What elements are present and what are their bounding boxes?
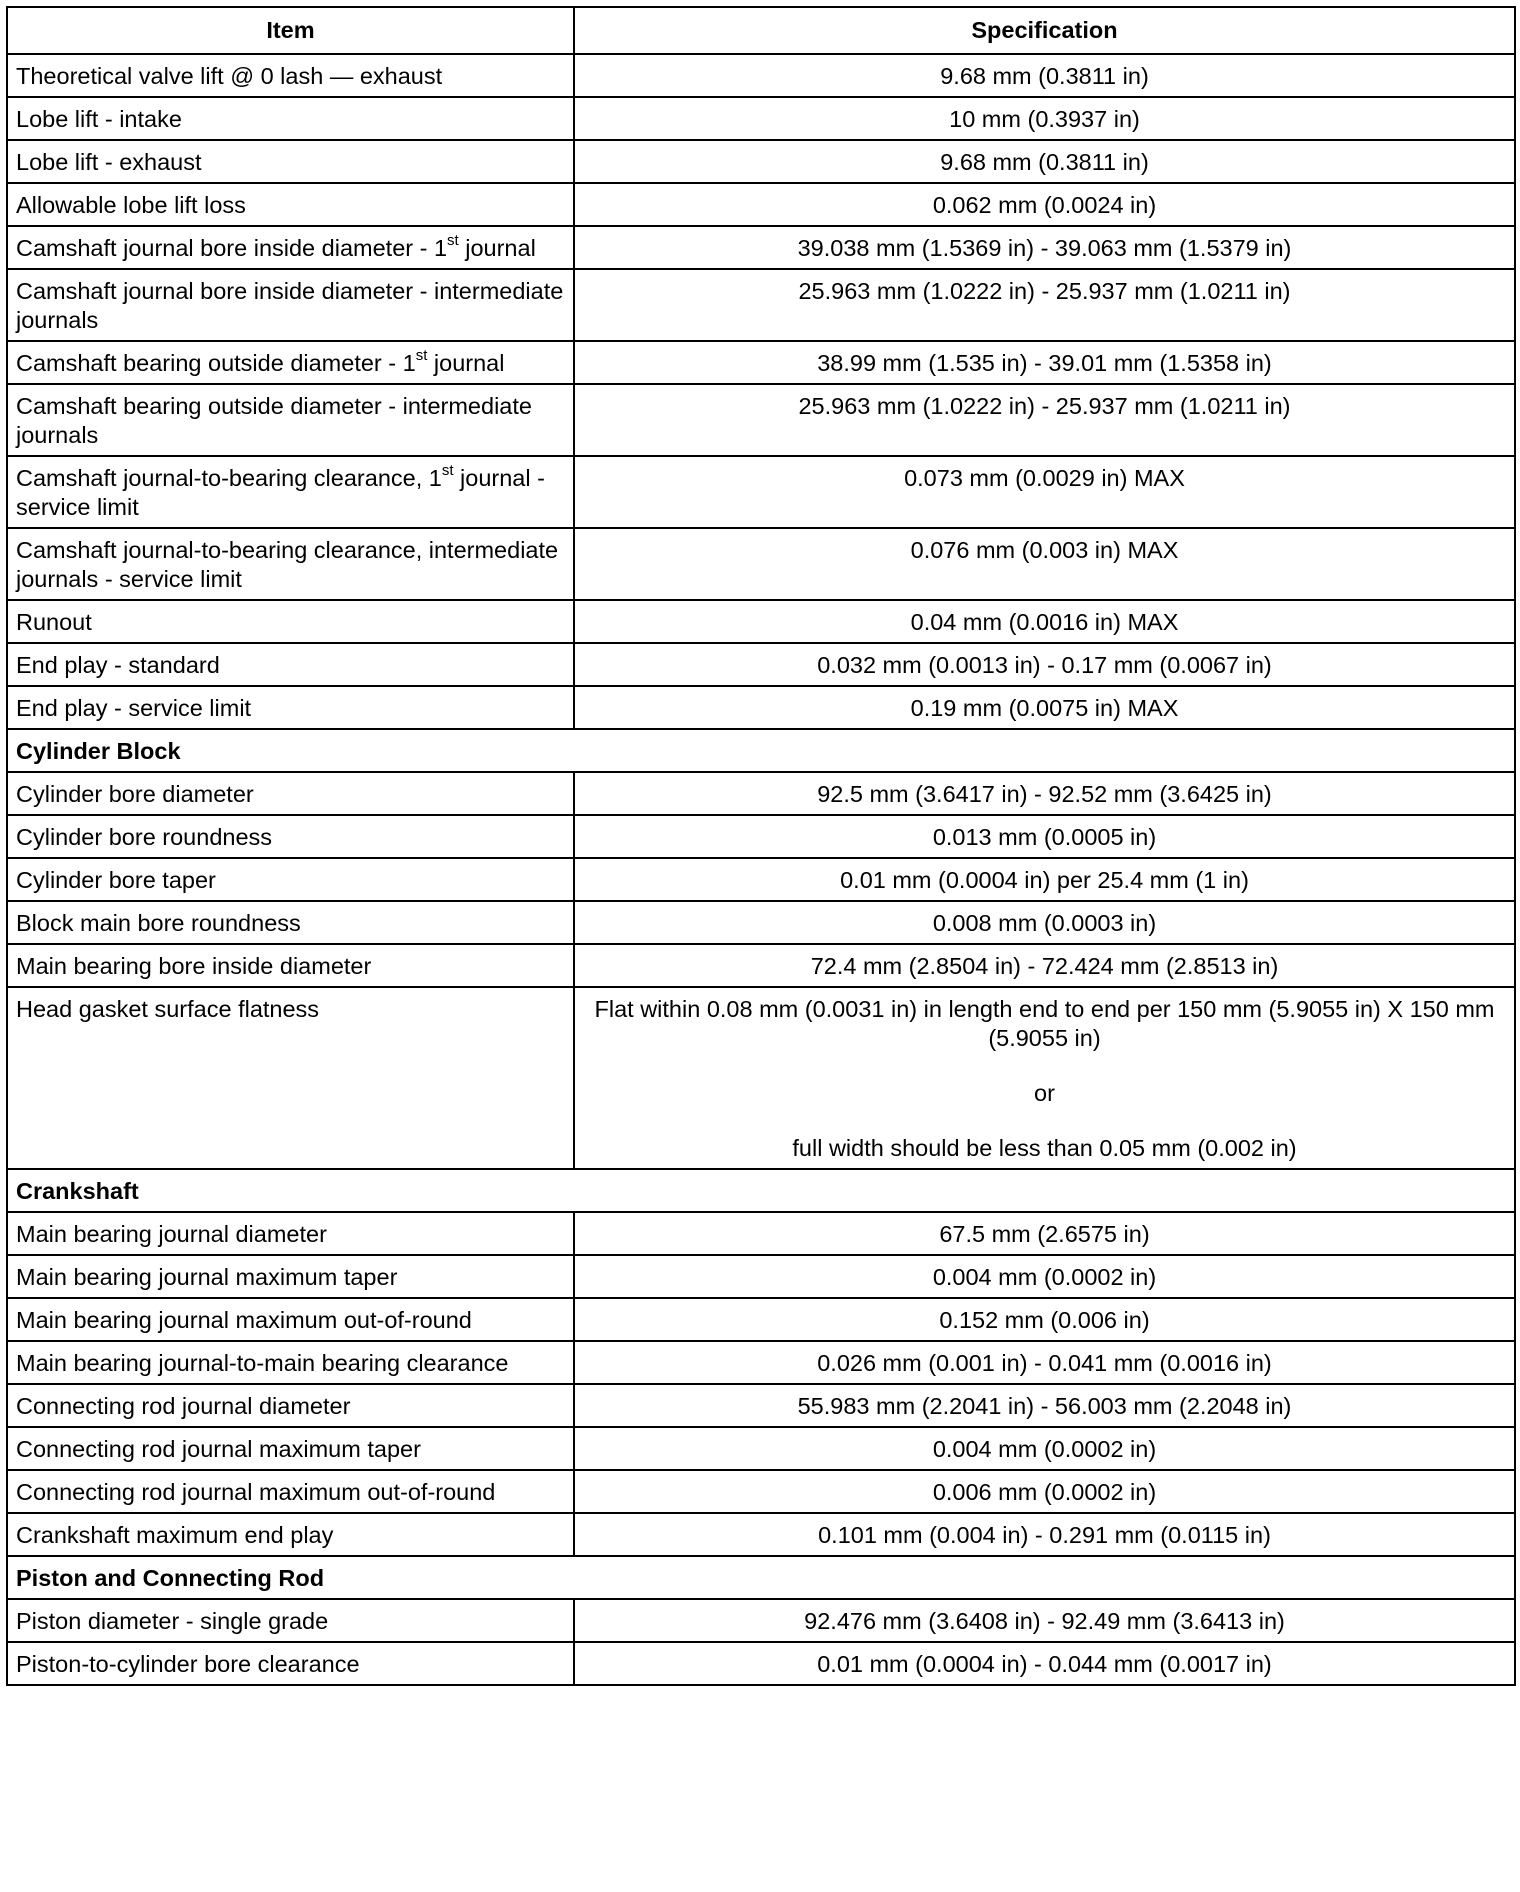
table-row — [7, 643, 1515, 686]
spec-cell: 9.68 mm (0.3811 in) — [574, 140, 1515, 183]
table-row — [7, 1384, 1515, 1427]
item-text: Camshaft bearing outside diameter - 1 — [16, 350, 416, 376]
item-cell: Head gasket surface flatness — [7, 987, 574, 1169]
table-row — [7, 97, 1515, 140]
table-row — [7, 600, 1515, 643]
item-cell: Main bearing journal-to-main bearing clearance — [7, 1341, 574, 1384]
item-cell: Allowable lobe lift loss — [7, 183, 574, 226]
spec-cell: 0.01 mm (0.0004 in) per 25.4 mm (1 in) — [574, 858, 1515, 901]
spec-cell: 0.008 mm (0.0003 in) — [574, 901, 1515, 944]
spec-cell: 92.5 mm (3.6417 in) - 92.52 mm (3.6425 in) — [574, 772, 1515, 815]
item-cell — [7, 456, 574, 528]
item-text: Camshaft journal-to-bearing clearance, 1 — [16, 465, 442, 491]
section-title: Crankshaft — [7, 1169, 1515, 1212]
spec-cell: 10 mm (0.3937 in) — [574, 97, 1515, 140]
table-row — [7, 858, 1515, 901]
spec-cell: 25.963 mm (1.0222 in) - 25.937 mm (1.0211 in) — [574, 269, 1515, 341]
table-row — [7, 1212, 1515, 1255]
spec-line: Flat within 0.08 mm (0.0031 in) in length end to end per 150 mm (5.9055 in) X 150 mm (5.9055 in) — [594, 996, 1495, 1051]
spec-gap — [583, 1108, 1506, 1134]
item-cell: Main bearing journal diameter — [7, 1212, 574, 1255]
item-cell: Cylinder bore roundness — [7, 815, 574, 858]
item-cell: Crankshaft maximum end play — [7, 1513, 574, 1556]
spec-cell — [574, 987, 1515, 1169]
item-cell: Connecting rod journal maximum out-of-round — [7, 1470, 574, 1513]
table-row — [7, 1427, 1515, 1470]
table-row — [7, 341, 1515, 384]
spec-cell: 39.038 mm (1.5369 in) - 39.063 mm (1.5379 in) — [574, 226, 1515, 269]
item-cell: Main bearing journal maximum taper — [7, 1255, 574, 1298]
item-text: Camshaft journal bore inside diameter - 1 — [16, 235, 448, 261]
item-cell — [7, 226, 574, 269]
item-text-rest: journal - service limit — [16, 465, 545, 520]
section-title: Cylinder Block — [7, 729, 1515, 772]
item-text-rest: journal — [427, 350, 505, 376]
spec-table-body — [7, 54, 1515, 1685]
table-row — [7, 269, 1515, 341]
spec-cell: 0.013 mm (0.0005 in) — [574, 815, 1515, 858]
table-row — [7, 1341, 1515, 1384]
spec-gap — [583, 1053, 1506, 1079]
item-cell: Cylinder bore diameter — [7, 772, 574, 815]
spec-cell: 0.004 mm (0.0002 in) — [574, 1427, 1515, 1470]
table-row — [7, 140, 1515, 183]
spec-cell: 55.983 mm (2.2041 in) - 56.003 mm (2.2048 in) — [574, 1384, 1515, 1427]
table-row — [7, 1255, 1515, 1298]
table-row — [7, 528, 1515, 600]
spec-line: full width should be less than 0.05 mm (0.002 in) — [792, 1135, 1297, 1161]
spec-cell: 0.152 mm (0.006 in) — [574, 1298, 1515, 1341]
section-row — [7, 729, 1515, 772]
table-row — [7, 901, 1515, 944]
section-title: Piston and Connecting Rod — [7, 1556, 1515, 1599]
item-cell: Cylinder bore taper — [7, 858, 574, 901]
table-row — [7, 1298, 1515, 1341]
section-row — [7, 1556, 1515, 1599]
spec-column-header: Specification — [574, 7, 1515, 54]
spec-line: or — [1034, 1080, 1055, 1106]
spec-cell: 67.5 mm (2.6575 in) — [574, 1212, 1515, 1255]
table-row — [7, 815, 1515, 858]
item-cell: Main bearing bore inside diameter — [7, 944, 574, 987]
ordinal-suffix: st — [415, 347, 428, 365]
table-row — [7, 54, 1515, 97]
spec-cell: 0.006 mm (0.0002 in) — [574, 1470, 1515, 1513]
item-cell: Piston diameter - single grade — [7, 1599, 574, 1642]
spec-cell: 0.062 mm (0.0024 in) — [574, 183, 1515, 226]
item-cell: Connecting rod journal diameter — [7, 1384, 574, 1427]
item-cell: Camshaft journal bore inside diameter - intermediate journals — [7, 269, 574, 341]
table-row — [7, 772, 1515, 815]
table-row — [7, 456, 1515, 528]
item-cell: End play - service limit — [7, 686, 574, 729]
item-cell: Lobe lift - exhaust — [7, 140, 574, 183]
item-cell: Camshaft journal-to-bearing clearance, intermediate journals - service limit — [7, 528, 574, 600]
spec-table — [6, 6, 1516, 1686]
spec-cell: 0.101 mm (0.004 in) - 0.291 mm (0.0115 in) — [574, 1513, 1515, 1556]
item-cell: End play - standard — [7, 643, 574, 686]
ordinal-suffix: st — [441, 462, 454, 480]
table-row — [7, 1599, 1515, 1642]
spec-cell: 72.4 mm (2.8504 in) - 72.424 mm (2.8513 in) — [574, 944, 1515, 987]
item-cell: Connecting rod journal maximum taper — [7, 1427, 574, 1470]
table-row — [7, 226, 1515, 269]
spec-cell: 0.026 mm (0.001 in) - 0.041 mm (0.0016 in) — [574, 1341, 1515, 1384]
spec-cell: 38.99 mm (1.535 in) - 39.01 mm (1.5358 in) — [574, 341, 1515, 384]
spec-cell: 92.476 mm (3.6408 in) - 92.49 mm (3.6413 in) — [574, 1599, 1515, 1642]
spec-cell: 0.04 mm (0.0016 in) MAX — [574, 600, 1515, 643]
table-row — [7, 1513, 1515, 1556]
table-row — [7, 944, 1515, 987]
table-row — [7, 183, 1515, 226]
spec-cell: 0.19 mm (0.0075 in) MAX — [574, 686, 1515, 729]
spec-cell: 0.076 mm (0.003 in) MAX — [574, 528, 1515, 600]
spec-cell: 0.01 mm (0.0004 in) - 0.044 mm (0.0017 in) — [574, 1642, 1515, 1685]
item-cell: Lobe lift - intake — [7, 97, 574, 140]
table-row — [7, 1642, 1515, 1685]
item-cell — [7, 341, 574, 384]
spec-cell: 9.68 mm (0.3811 in) — [574, 54, 1515, 97]
item-cell: Camshaft bearing outside diameter - intermediate journals — [7, 384, 574, 456]
spec-cell: 0.004 mm (0.0002 in) — [574, 1255, 1515, 1298]
table-row — [7, 686, 1515, 729]
table-row — [7, 384, 1515, 456]
item-text-rest: journal — [458, 235, 536, 261]
item-cell: Main bearing journal maximum out-of-round — [7, 1298, 574, 1341]
spec-cell: 0.073 mm (0.0029 in) MAX — [574, 456, 1515, 528]
item-cell: Runout — [7, 600, 574, 643]
ordinal-suffix: st — [447, 232, 459, 250]
spec-cell: 0.032 mm (0.0013 in) - 0.17 mm (0.0067 in) — [574, 643, 1515, 686]
item-cell: Block main bore roundness — [7, 901, 574, 944]
table-row — [7, 1470, 1515, 1513]
table-row — [7, 987, 1515, 1169]
spec-cell: 25.963 mm (1.0222 in) - 25.937 mm (1.0211 in) — [574, 384, 1515, 456]
item-cell: Piston-to-cylinder bore clearance — [7, 1642, 574, 1685]
item-column-header: Item — [7, 7, 574, 54]
item-cell: Theoretical valve lift @ 0 lash — exhaust — [7, 54, 574, 97]
section-row — [7, 1169, 1515, 1212]
header-row — [7, 7, 1515, 54]
